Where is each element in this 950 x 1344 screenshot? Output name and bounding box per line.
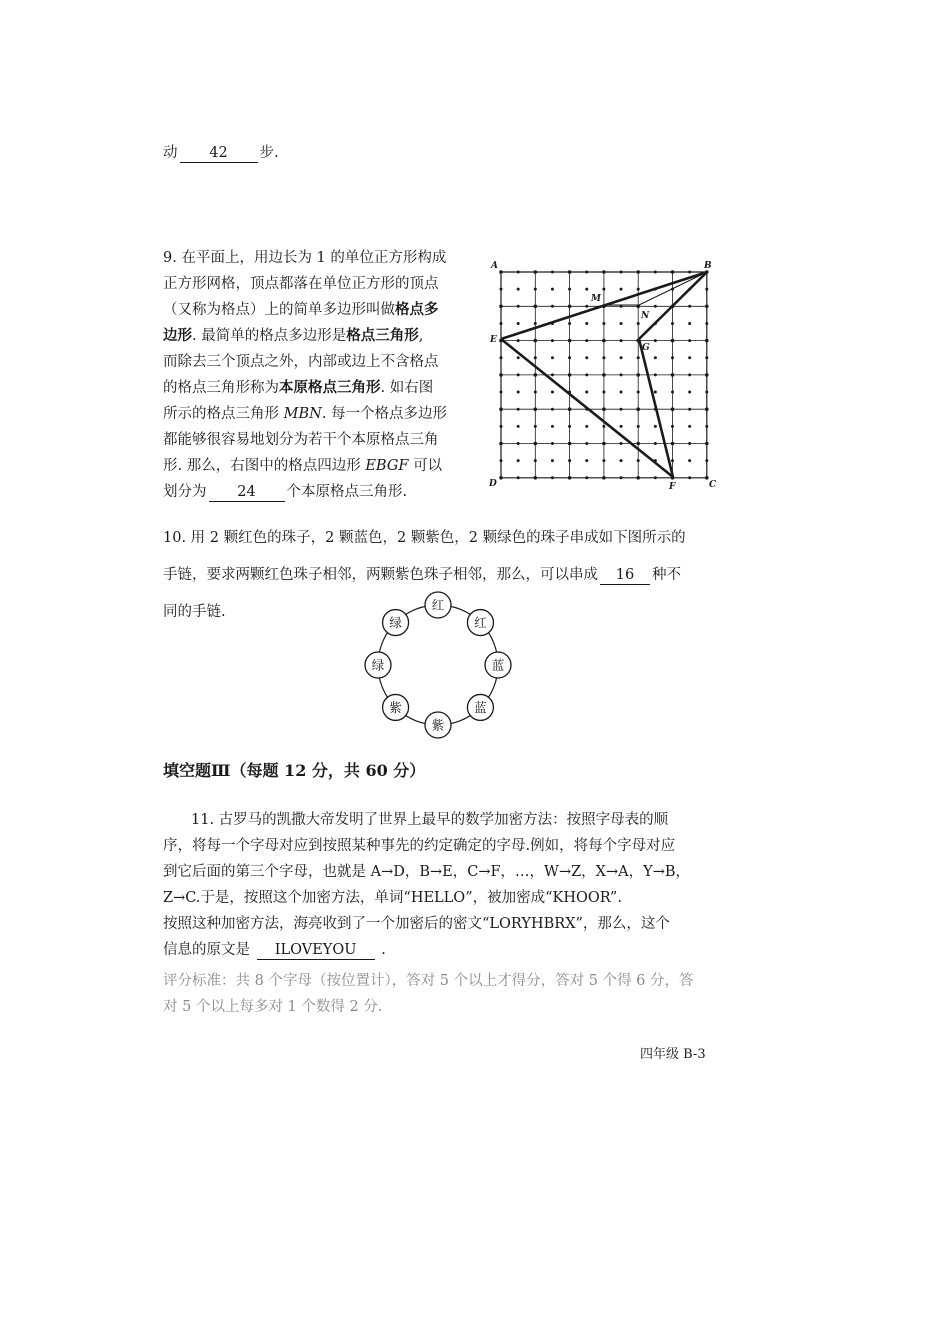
- q9-line-text: 划分为: [163, 484, 207, 500]
- lattice-point: [688, 408, 691, 411]
- lattice-point: [499, 407, 503, 411]
- q9-line-text: . 每一个格点多边形: [321, 406, 448, 422]
- lattice-point: [500, 459, 503, 462]
- lattice-point: [499, 305, 503, 309]
- label-A: A: [491, 261, 498, 271]
- label-M: M: [591, 294, 601, 304]
- lattice-point: [517, 391, 520, 394]
- lattice-point: [499, 270, 503, 274]
- edge-GF: [639, 339, 673, 477]
- lattice-point: [602, 476, 606, 480]
- page-footer: 四年级 B-3: [640, 1047, 706, 1062]
- lattice-point: [705, 442, 709, 446]
- q8-suffix: 步.: [259, 145, 279, 161]
- lattice-point: [671, 442, 675, 446]
- lattice-point: [517, 322, 520, 325]
- lattice-point: [602, 391, 605, 394]
- q10-line: 同的手链.: [163, 604, 226, 620]
- lattice-point: [688, 271, 691, 274]
- lattice-point: [517, 305, 520, 308]
- lattice-point: [637, 288, 640, 291]
- lattice-point: [551, 288, 554, 291]
- lattice-point: [620, 476, 623, 479]
- lattice-point: [705, 407, 709, 411]
- lattice-point: [688, 391, 691, 394]
- lattice-point: [671, 270, 675, 274]
- bead-label: 紫: [431, 717, 445, 733]
- q9-line: 而除去三个顶点之外，内部或边上不含格点: [163, 354, 439, 370]
- lattice-point: [517, 339, 520, 342]
- lattice-point: [517, 459, 520, 462]
- lattice-point: [620, 391, 623, 394]
- lattice-point: [620, 373, 623, 376]
- lattice-point: [568, 322, 571, 325]
- lattice-point: [585, 373, 588, 376]
- lattice-point: [534, 373, 538, 377]
- lattice-point: [500, 356, 503, 359]
- lattice-point: [534, 391, 537, 394]
- lattice-point: [568, 356, 571, 359]
- lattice-point: [654, 339, 657, 342]
- lattice-point: [602, 288, 605, 291]
- lattice-point: [637, 391, 640, 394]
- lattice-point: [654, 425, 657, 428]
- lattice-point: [637, 459, 640, 462]
- q9-line: [163, 479, 468, 505]
- lattice-point: [637, 322, 640, 325]
- lattice-point: [568, 442, 572, 446]
- lattice-point: [705, 373, 709, 377]
- lattice-point: [620, 339, 623, 342]
- lattice-point: [705, 391, 708, 394]
- lattice-point: [705, 339, 709, 343]
- lattice-point: [585, 425, 588, 428]
- lattice-point: [636, 270, 640, 274]
- bead-label: 紫: [389, 699, 402, 715]
- lattice-point: [620, 271, 623, 274]
- lattice-point: [671, 339, 675, 343]
- lattice-point: [688, 356, 691, 359]
- lattice-point: [500, 322, 503, 325]
- lattice-point: [534, 322, 537, 325]
- q10-line-text: 种不: [652, 567, 681, 583]
- beads: [365, 592, 511, 738]
- lattice-point: [517, 476, 520, 479]
- label-N: N: [641, 311, 650, 321]
- bracelet-figure: [360, 590, 520, 742]
- q9-line-text: 可以: [408, 458, 443, 474]
- lattice-grid-figure: [485, 255, 720, 495]
- lattice-point: [517, 442, 520, 445]
- q9-quad-name: EBGF: [365, 458, 409, 474]
- section-title: 填空题Ⅲ（每题 12 分，共 60 分）: [163, 761, 426, 780]
- lattice-point: [534, 339, 538, 343]
- bead-label: 蓝: [491, 657, 505, 673]
- q11-line: 到它后面的第三个字母，也就是 A→D，B→E，C→F，…，W→Z，X→A，Y→B，: [163, 864, 690, 880]
- q11-line: 序，将每一个字母对应到按照某种事先的约定确定的字母.例如，将每个字母对应: [163, 838, 676, 854]
- q11-answer: ILOVEYOU: [257, 941, 375, 960]
- q11-line: [163, 937, 690, 963]
- q9-answer: 24: [209, 483, 285, 502]
- label-G: G: [642, 343, 650, 353]
- q9-line: [163, 453, 468, 479]
- lattice-point: [568, 407, 572, 411]
- q9-term-lattice-triangle: 格点三角形: [346, 327, 419, 344]
- lattice-point: [551, 305, 554, 308]
- lattice-point: [705, 305, 709, 309]
- lattice-point: [688, 322, 691, 325]
- scoring-line: 评分标准：共 8 个字母（按位置计），答对 5 个以上才得分，答对 5 个得 6 分，答: [163, 973, 694, 989]
- lattice-point: [602, 373, 606, 377]
- lattice-point: [551, 271, 554, 274]
- lattice-point: [585, 322, 588, 325]
- lattice-point: [585, 288, 588, 291]
- q11-line-text: 信息的原文是: [163, 942, 255, 958]
- lattice-point: [551, 373, 554, 376]
- lattice-point: [551, 459, 554, 462]
- lattice-point: [620, 425, 623, 428]
- lattice-point: [585, 459, 588, 462]
- lattice-point: [568, 288, 571, 291]
- lattice-point: [620, 322, 623, 325]
- lattice-point: [705, 356, 708, 359]
- q8-answer: 42: [180, 144, 258, 163]
- lattice-point: [602, 356, 605, 359]
- q9-line-text: 所示的格点三角形: [163, 406, 284, 422]
- q9-line: 都能够很容易地划分为若干个本原格点三角: [163, 432, 439, 448]
- q9-line-text: . 如右图: [380, 380, 434, 396]
- lattice-point: [654, 305, 657, 308]
- q9-line: [163, 297, 468, 323]
- lattice-point: [636, 373, 640, 377]
- q10-line: 10. 用 2 颗红色的珠子，2 颗蓝色，2 颗紫色，2 颗绿色的珠子串成如下图所示的: [163, 530, 686, 546]
- lattice-point: [620, 408, 623, 411]
- lattice-point: [534, 442, 538, 446]
- lattice-point: [500, 391, 503, 394]
- lattice-point: [705, 425, 708, 428]
- q10-line-text: 手链，要求两颗红色珠子相邻，两颗紫色珠子相邻，那么，可以串成: [163, 567, 598, 583]
- lattice-point: [517, 356, 520, 359]
- lattice-point: [705, 459, 708, 462]
- lattice-point: [568, 425, 571, 428]
- lattice-point: [568, 459, 571, 462]
- lattice-point: [688, 373, 691, 376]
- lattice-point: [636, 476, 640, 480]
- lattice-point: [517, 288, 520, 291]
- lattice-point: [688, 476, 691, 479]
- lattice-point: [602, 339, 606, 343]
- lattice-point: [688, 459, 691, 462]
- q11-text: [163, 807, 690, 963]
- q9-term-lattice-polygon-end: 边形: [163, 327, 192, 344]
- q11-line: 11. 古罗马的凯撒大帝发明了世界上最早的数学加密方法：按照字母表的顺: [191, 812, 669, 828]
- q8-prefix: 动: [163, 145, 178, 161]
- label-E: E: [490, 335, 497, 345]
- lattice-point: [551, 356, 554, 359]
- lattice-point: [654, 442, 657, 445]
- lattice-point: [568, 373, 572, 377]
- lattice-point: [602, 442, 606, 446]
- lattice-point: [585, 391, 588, 394]
- q10-line: [163, 557, 686, 594]
- q11-line: Z→C.于是，按照这个加密方法，单词“HELLO”，被加密成“KHOOR”.: [163, 890, 622, 906]
- bead-label: 红: [431, 597, 445, 613]
- lattice-point: [620, 442, 623, 445]
- lattice-point: [636, 407, 640, 411]
- lattice-point: [688, 442, 691, 445]
- lattice-point: [551, 408, 554, 411]
- lattice-point: [602, 459, 605, 462]
- label-C: C: [709, 480, 717, 490]
- lattice-point: [517, 271, 520, 274]
- q9-line-text: 的格点三角形称为: [163, 380, 279, 396]
- edge-NB: [639, 272, 707, 305]
- lattice-point: [500, 425, 503, 428]
- q9-text: [163, 245, 468, 505]
- q9-line: 正方形网格，顶点都落在单位正方形的顶点: [163, 276, 439, 292]
- lattice-point: [688, 339, 691, 342]
- q9-line: [163, 401, 468, 427]
- lattice-point: [620, 356, 623, 359]
- q9-term-primitive-triangle: 本原格点三角形: [279, 379, 381, 396]
- lattice-point: [551, 339, 554, 342]
- lattice-point: [602, 322, 605, 325]
- lattice-point: [671, 425, 674, 428]
- lattice-point: [534, 270, 538, 274]
- label-D: D: [489, 479, 497, 489]
- q8-answer-line: [163, 140, 279, 166]
- lattice-point: [620, 459, 623, 462]
- q9-triangle-name: MBN: [283, 406, 322, 422]
- lattice-point: [568, 339, 572, 343]
- lattice-point: [534, 476, 538, 480]
- lattice-point: [654, 476, 657, 479]
- lattice-point: [551, 476, 554, 479]
- lattice-point: [671, 356, 674, 359]
- lattice-point: [551, 442, 554, 445]
- q11-line-text: .: [376, 942, 386, 958]
- lattice-point: [637, 356, 640, 359]
- lattice-point: [585, 271, 588, 274]
- lattice-point: [568, 476, 572, 480]
- lattice-point: [671, 391, 674, 394]
- lattice-point: [620, 288, 623, 291]
- lattice-point: [534, 425, 537, 428]
- lattice-point: [688, 425, 691, 428]
- lattice-point: [568, 305, 572, 309]
- bead-label: 蓝: [474, 699, 487, 715]
- lattice-point: [585, 476, 588, 479]
- lattice-point: [585, 442, 588, 445]
- lattice-point: [585, 305, 588, 308]
- lattice-point: [499, 373, 503, 377]
- lattice-point: [654, 391, 657, 394]
- lattice-point: [534, 288, 537, 291]
- q9-term-lattice-polygon: 格点多: [395, 301, 439, 318]
- lattice-point: [551, 425, 554, 428]
- lattice-point: [705, 288, 708, 291]
- label-B: B: [704, 261, 712, 271]
- lattice-point: [671, 322, 674, 325]
- lattice-point: [499, 442, 503, 446]
- edge-EF: [501, 339, 673, 477]
- lattice-point: [500, 288, 503, 291]
- scoring-line: 对 5 个以上每多对 1 个数得 2 分.: [163, 999, 383, 1015]
- q10-answer: 16: [600, 566, 650, 585]
- q11-line: 按照这种加密方法，海亮收到了一个加密后的密文“LORYHBRX”，那么，这个: [163, 916, 670, 932]
- label-F: F: [669, 482, 676, 492]
- bead-label: 绿: [371, 657, 385, 673]
- lattice-point: [654, 271, 657, 274]
- lattice-point: [671, 407, 675, 411]
- scoring-note: [163, 968, 694, 1020]
- lattice-point: [637, 425, 640, 428]
- bead-label: 绿: [389, 615, 402, 631]
- lattice-point: [534, 356, 537, 359]
- lattice-point: [705, 322, 708, 325]
- q9-line: [163, 375, 468, 401]
- lattice-point: [602, 270, 606, 274]
- lattice-point: [517, 408, 520, 411]
- q9-line-text: （又称为格点）上的简单多边形叫做: [163, 302, 395, 318]
- lattice-point: [534, 305, 538, 309]
- lattice-point: [517, 373, 520, 376]
- lattice-point: [585, 339, 588, 342]
- lattice-point: [602, 407, 606, 411]
- q9-line: 9. 在平面上，用边长为 1 的单位正方形构成: [163, 250, 447, 266]
- lattice-point: [602, 425, 605, 428]
- q9-line-text: 形. 那么，右图中的格点四边形: [163, 458, 366, 474]
- lattice-point: [499, 476, 503, 480]
- lattice-point: [534, 459, 537, 462]
- q9-line-text: ,: [418, 328, 424, 344]
- lattice-point: [688, 305, 691, 308]
- lattice-point: [671, 459, 674, 462]
- bead-label: 红: [474, 615, 487, 631]
- q9-line-text: . 最简单的格点多边形是: [192, 328, 347, 344]
- lattice-point: [636, 442, 640, 446]
- lattice-point: [671, 373, 675, 377]
- q9-line: [163, 323, 468, 349]
- lattice-point: [654, 356, 657, 359]
- q9-line-text: 个本原格点三角形.: [286, 484, 408, 500]
- lattice-point: [551, 391, 554, 394]
- lattice-point: [585, 356, 588, 359]
- lattice-point: [534, 407, 538, 411]
- lattice-point: [654, 373, 657, 376]
- lattice-point: [568, 270, 572, 274]
- lattice-point: [517, 425, 520, 428]
